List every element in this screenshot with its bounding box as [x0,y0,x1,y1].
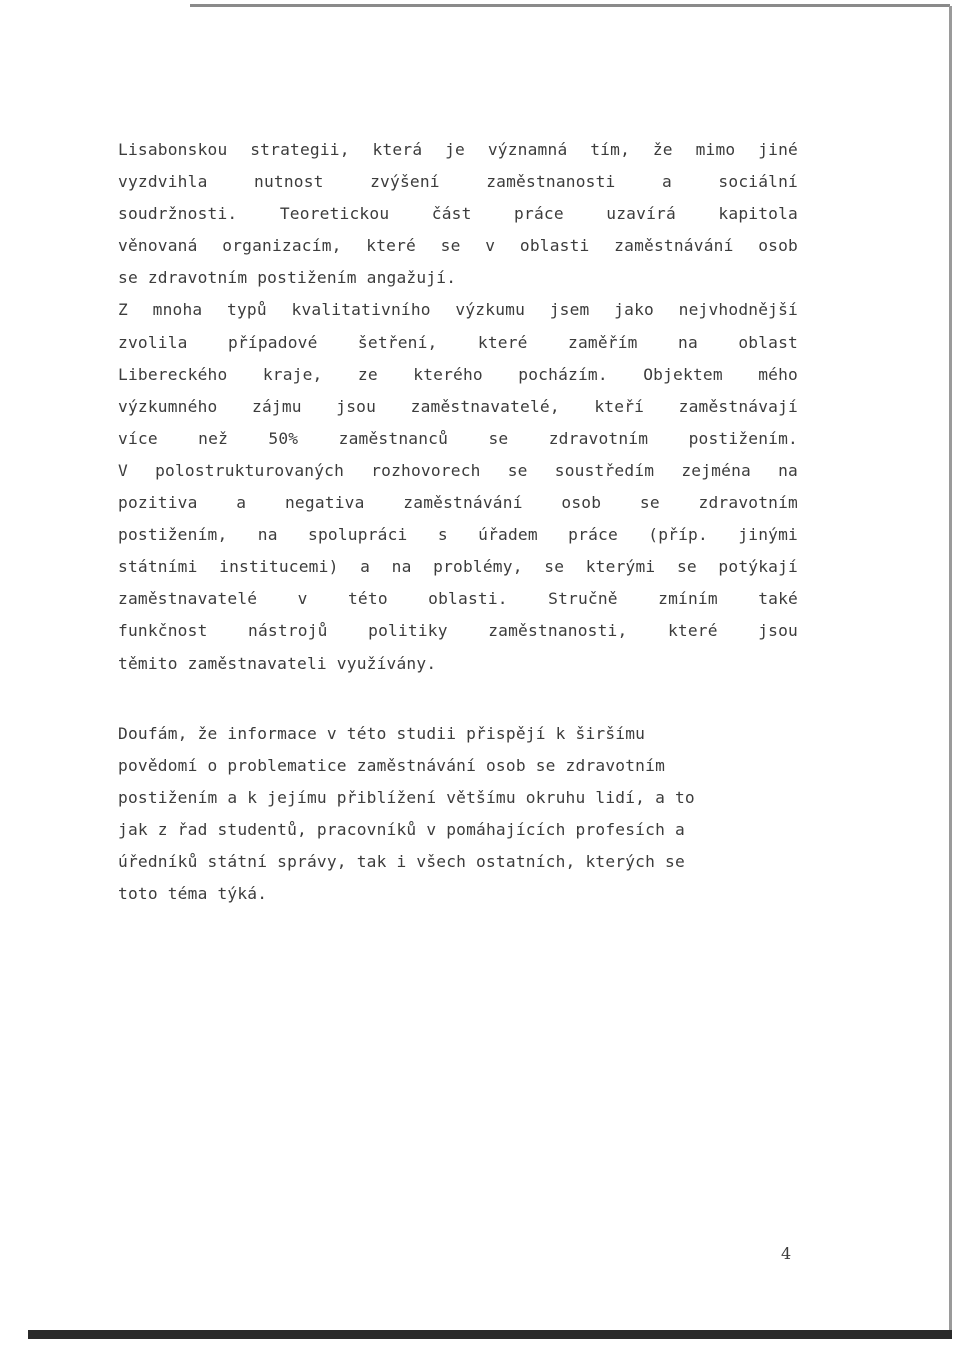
scan-edge-right [949,6,952,1336]
scan-edge-bottom [28,1330,952,1339]
text-line: soudržnosti. Teoretickou část práce uzavírá kapitola [118,204,798,224]
text-line: povědomí o problematice zaměstnávání osob se zdravotním [118,756,666,776]
text-line: státními institucemi) a na problémy, se kterými se potýkají [118,557,798,577]
text-line: zaměstnavatelé v této oblasti. Stručně zmíním také [118,589,798,609]
text-line: vyzdvihla nutnost zvýšení zaměstnanosti a sociální [118,172,798,192]
text-line: V polostrukturovaných rozhovorech se soustředím zejména na [118,460,798,480]
text-line: toto téma týká. [118,884,268,904]
paragraph-1 [118,134,798,680]
text-line: těmito zaměstnavateli využívány. [118,653,437,673]
text-line: pozitiva a negativa zaměstnávání osob se zdravotním [118,493,798,513]
text-line: se zdravotním postižením angažují. [118,268,457,288]
paragraph-2 [118,718,798,911]
text-line: Libereckého kraje, ze kterého pocházím. Objektem mého [118,364,798,384]
text-line: výzkumného zájmu jsou zaměstnavatelé, kteří zaměstnávají [118,396,798,416]
text-line: Lisabonskou strategii, která je významná tím, že mimo jiné [118,140,798,159]
text-line: více než 50% zaměstnanců se zdravotním postižením. [118,428,798,448]
page-number: 4 [781,1244,792,1263]
text-line: postižením a k jejímu přiblížení většímu okruhu lidí, a to [118,788,695,808]
text-line: Z mnoha typů kvalitativního výzkumu jsem jako nejvhodnější [118,300,798,320]
text-line: Doufám, že informace v této studii přispějí k širšímu [118,724,646,743]
text-line: postižením, na spolupráci s úřadem práce (příp. jinými [118,525,798,545]
text-line: funkčnost nástrojů politiky zaměstnanosti, které jsou [118,621,798,641]
text-line: jak z řad studentů, pracovníků v pomáhajících profesích a [118,820,685,840]
text-line: úředníků státní správy, tak i všech ostatních, kterých se [118,852,685,872]
text-line: věnovaná organizacím, které se v oblasti zaměstnávání osob [118,236,798,256]
scan-edge-top [190,4,950,7]
text-line: zvolila případové šetření, které zaměřím na oblast [118,332,798,352]
